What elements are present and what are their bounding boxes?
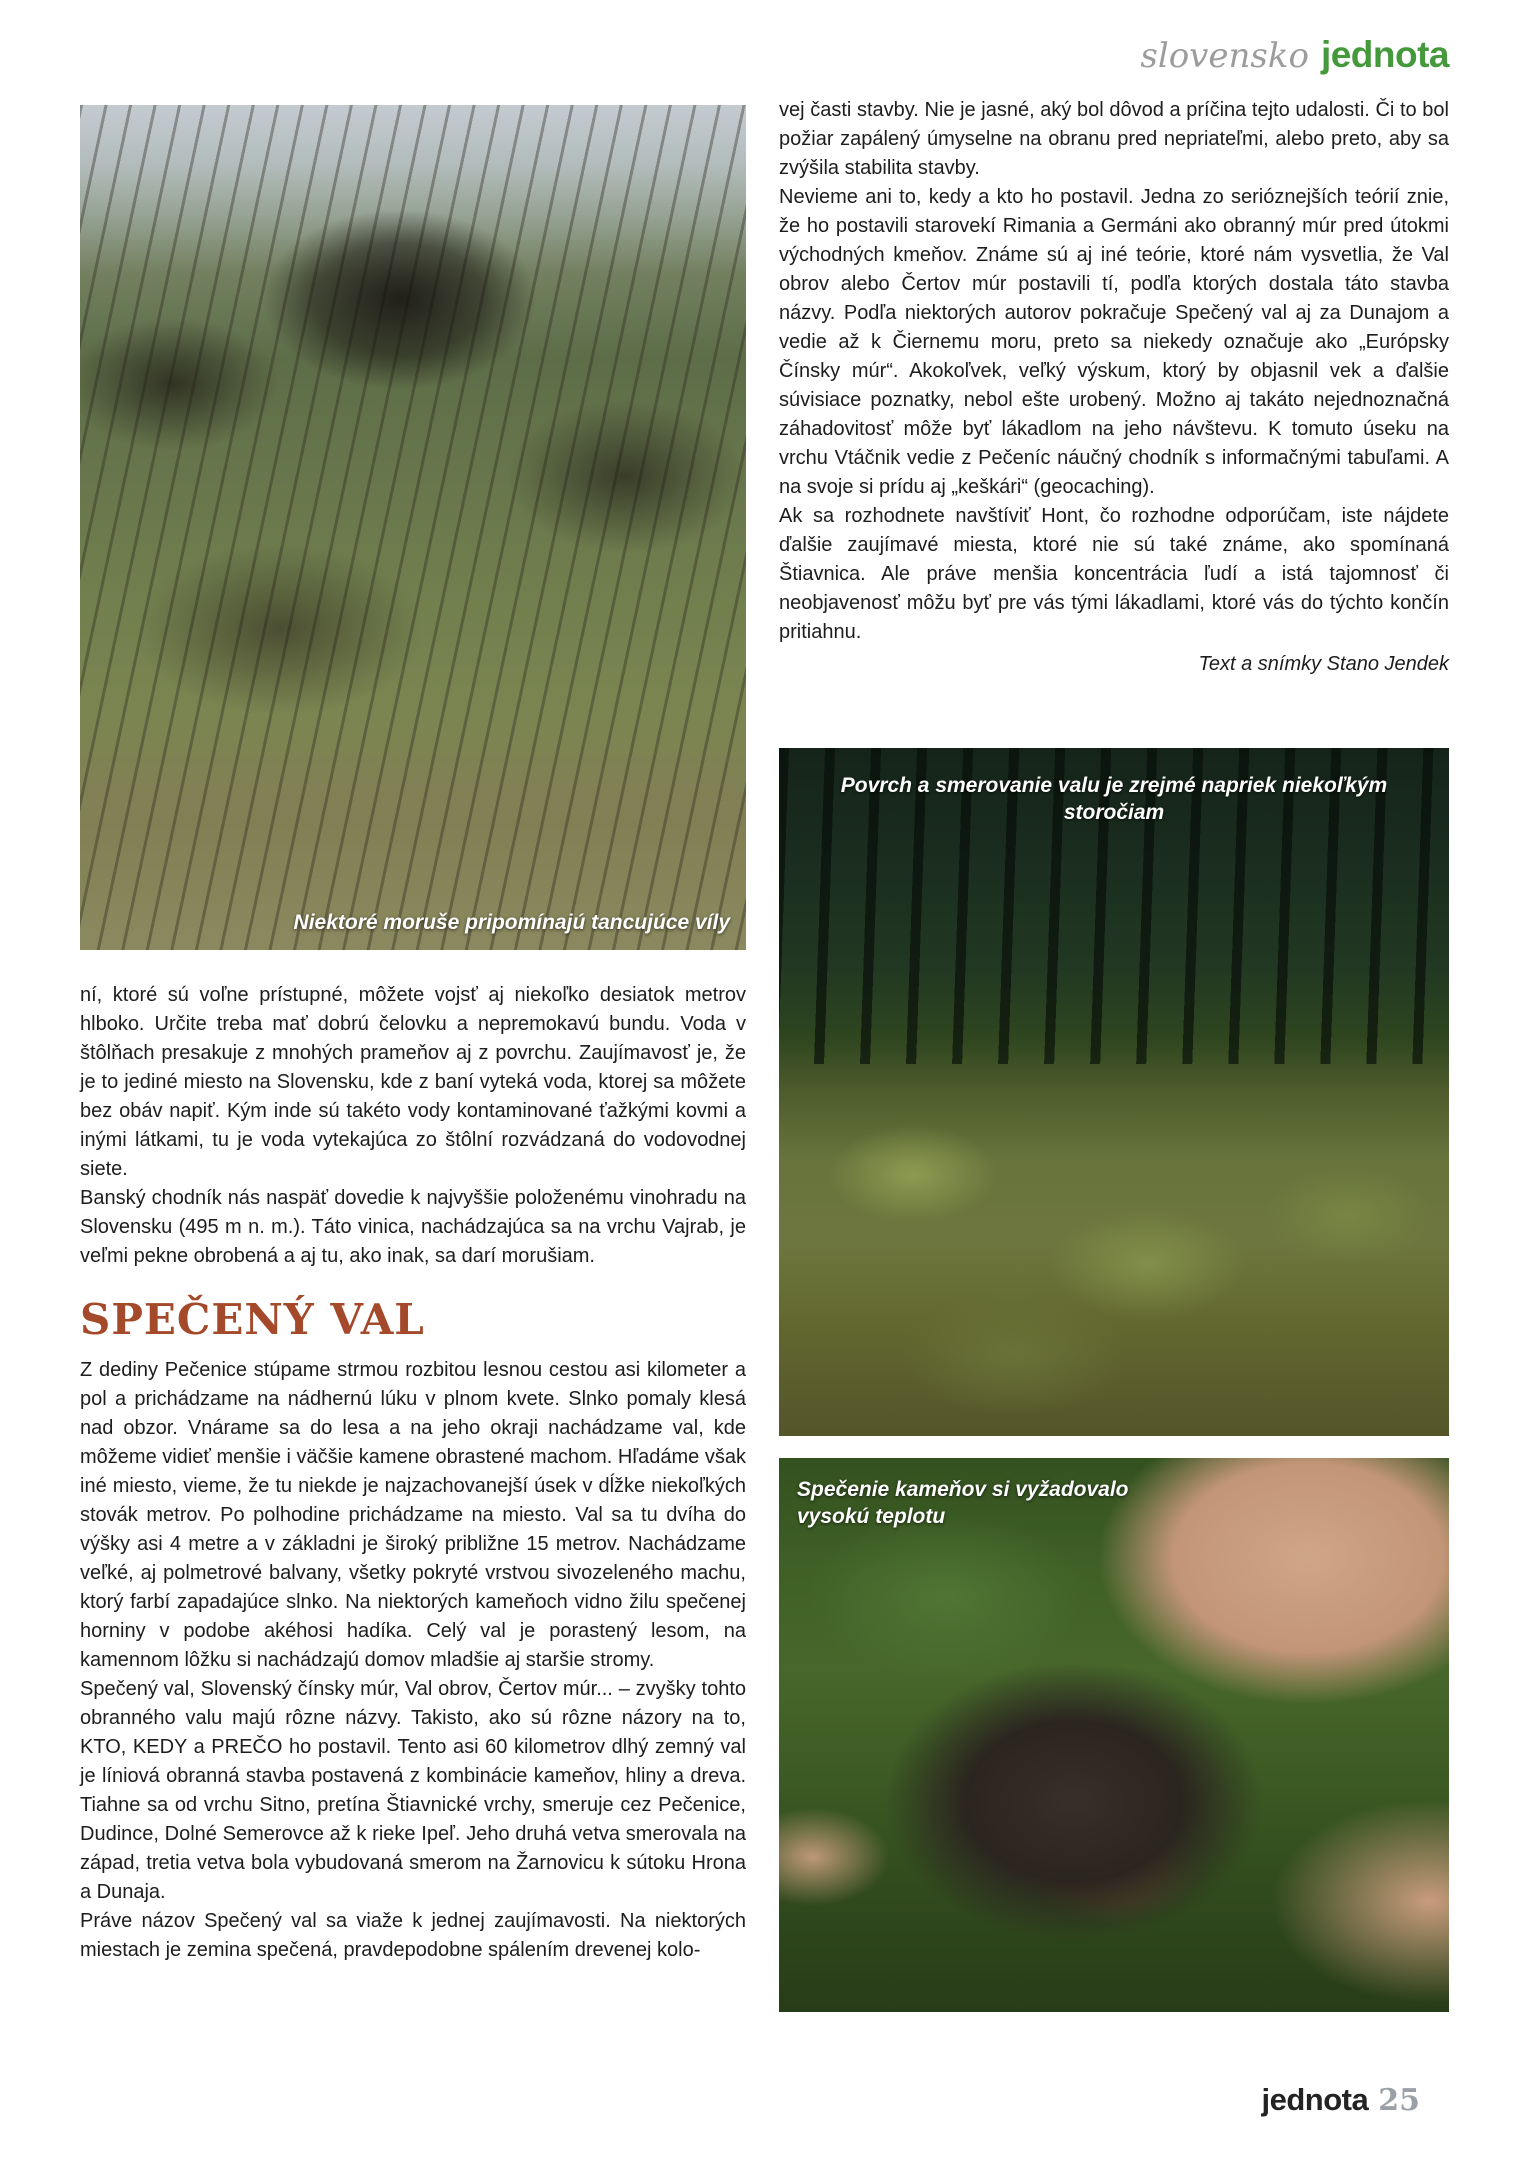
photo-sintered-rock-caption: Spečenie kameňov si vyžadovalo vysokú teplotu <box>797 1478 1129 1528</box>
byline: Text a snímky Stano Jendek <box>1198 653 1449 675</box>
left-column <box>80 981 746 1965</box>
photo-vineyard <box>80 105 746 950</box>
paragraph: Spečený val, Slovenský čínsky múr, Val obrov, Čertov múr... – zvyšky tohto obranného valu majú rôzne názvy. Takisto, ako sú rôzne názory na to, KTO, KEDY a PREČO ho postavil. Tento asi 60 kilometrov dlhý zemný val je líniová obranná stavba postavená z kombinácie kameňov, hliny a dreva. Tiahne sa od vrchu Sitno, pretína Štiavnické vrchy, smeruje cez Pečenice, Dudince, Dolné Semerovce až k rieke Ipeľ. Jeho druhá vetva smerovala na západ, tretia vetva bola vybudovaná smerom na Žarnovicu k sútoku Hrona a Dunaja. <box>80 1678 746 1903</box>
paragraph: Banský chodník nás naspäť dovedie k najvyššie položenému vinohradu na Slovensku (495 m n. m.). Táto vinica, nachádzajúca sa na vrchu Vajrab, je veľmi pekne obrobená a aj tu, ako inak, sa darí morušiam. <box>80 1187 746 1267</box>
photo-sintered-rock <box>779 1458 1449 2012</box>
brand-logo: jednota <box>1320 34 1449 75</box>
page-footer <box>1262 2082 1420 2118</box>
magazine-header <box>1140 34 1449 76</box>
magazine-name: slovensko <box>1140 36 1309 76</box>
photo-mossy-wall-caption: Povrch a smerovanie valu je zrejmé napriek niekoľkým storočiam <box>840 774 1388 824</box>
paragraph: Z dediny Pečenice stúpame strmou rozbitou lesnou cestou asi kilometer a pol a prichádzame na nádhernú lúku v plnom kvete. Slnko pomaly klesá nad obzor. Vnárame sa do lesa a na jeho okraji nachádzame val, kde môžeme vidieť menšie i väčšie kamene obrastené machom. Hľadáme však iné miesto, vieme, že tu niekde je najzachovanejší úsek v dĺžke niekoľkých stovák metrov. Po polhodine prichádzame na miesto. Val sa tu dvíha do výšky asi 4 metre a v základni je široký približne 15 metrov. Nachádzame veľké, aj polmetrové balvany, všetky pokryté vrstvou sivozeleného machu, ktorý farbí zapadajúce slnko. Na niektorých kameňoch vidno žilu spečenej horniny v podobe akéhosi hadíka. Celý val je porastený lesom, na kamennom lôžku si nachádzajú domov mladšie aj staršie stromy. <box>80 1359 746 1671</box>
photo-mossy-wall <box>779 748 1449 1436</box>
right-column <box>779 96 1449 679</box>
paragraph: Ak sa rozhodnete navštíviť Hont, čo rozhodne odporúčam, iste nájdete ďalšie zaujímavé miesta, ktoré nie sú také známe, ako spomínaná Štiavnica. Ale práve menšia koncentrácia ľudí a istá tajomnosť či neobjavenosť môžu byť pre vás tými lákadlami, ktoré vás do týchto končín pritiahnu. <box>779 505 1449 643</box>
paragraph: vej časti stavby. Nie je jasné, aký bol dôvod a príčina tejto udalosti. Či to bol požiar zapálený úmyselne na obranu pred nepriateľmi, alebo preto, aby sa zvýšila stabilita stavby. <box>779 99 1449 179</box>
paragraph: Práve názov Spečený val sa viaže k jednej zaujímavosti. Na niektorých miestach je zemina spečená, pravdepodobne spálením drevenej kolo- <box>80 1910 746 1961</box>
photo-vineyard-caption: Niektoré moruše pripomínajú tancujúce víly <box>293 911 730 934</box>
paragraph: ní, ktoré sú voľne prístupné, môžete vojsť aj niekoľko desiatok metrov hlboko. Určite treba mať dobrú čelovku a nepremokavú bundu. Voda v štôlňach presakuje z mnohých prameňov aj z povrchu. Zaujímavosť je, že je to jediné miesto na Slovensku, kde z baní vyteká voda, ktorej sa môžete bez obáv napiť. Kým inde sú takéto vody kontaminované ťažkými kovmi a inými látkami, tu je voda vytekajúca zo štôlní rozvádzaná do vodovodnej siete. <box>80 984 746 1180</box>
footer-page-number: 25 <box>1378 2083 1420 2118</box>
paragraph: Nevieme ani to, kedy a kto ho postavil. Jedna zo serióznejších teórií znie, že ho postavili starovekí Rimania a Germáni ako obranný múr pred útokmi východných kmeňov. Známe sú aj iné teórie, ktoré nám vysvetlia, že Val obrov alebo Čertov múr postavili tí, podľa ktorých dostala táto stavba názvy. Podľa niektorých autorov pokračuje Spečený val aj za Dunajom a vedie až k Čiernemu moru, preto sa niekedy označuje ako „Európsky Čínsky múr“. Akokoľvek, veľký výskum, ktorý by objasnil vek a ďalšie súvisiace poznatky, nebol ešte urobený. Možno aj takáto nejednoznačná záhadovitosť môže byť lákadlom na jeho návštevu. K tomuto úseku na vrchu Vtáčnik vedie z Pečeníc náučný chodník s informačnými tabuľami. A na svoje si prídu aj „keškári“ (geocaching). <box>779 186 1449 498</box>
footer-brand: jednota <box>1261 2082 1369 2117</box>
section-heading: SPEČENÝ VAL <box>80 1295 425 1344</box>
